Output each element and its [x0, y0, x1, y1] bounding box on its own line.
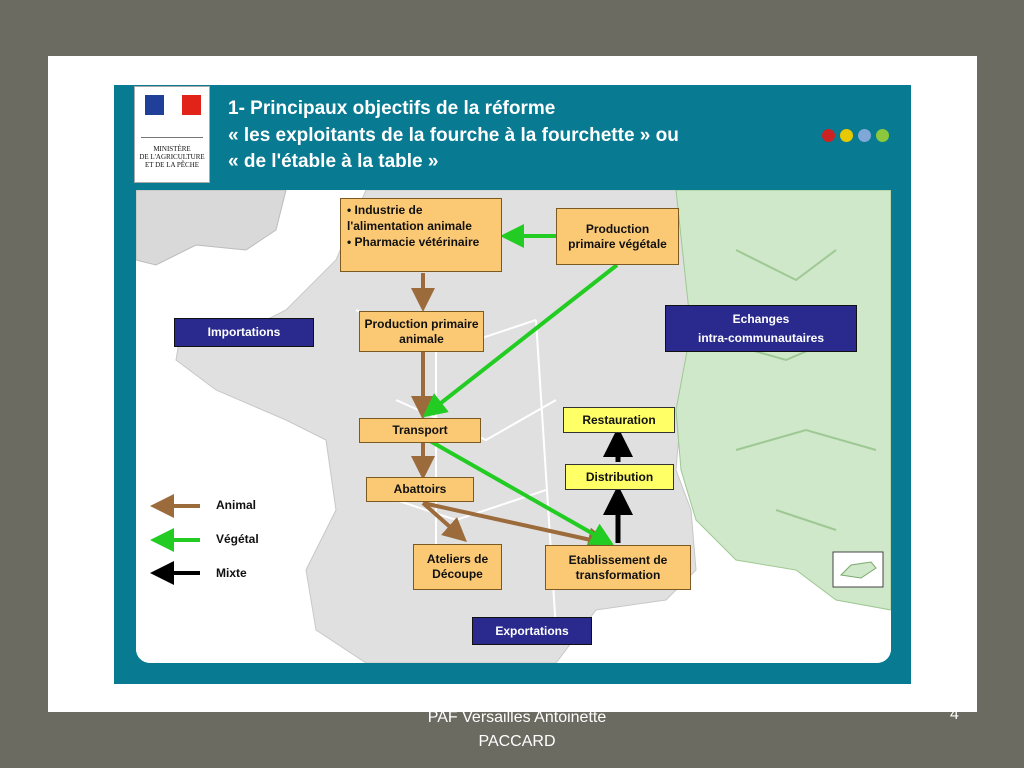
ateliers-box: Ateliers de Découpe	[413, 544, 502, 590]
footer-credit: PAF Versailles Antoinette PACCARD	[427, 709, 607, 750]
etablissement-box: Etablissement de transformation	[545, 545, 691, 590]
transport-box: Transport	[359, 418, 481, 443]
page-number: 4	[950, 706, 959, 723]
production-vegetale-box: Production primaire végétale	[556, 208, 679, 265]
legend-vegetal-label: Végétal	[216, 532, 259, 546]
abattoirs-box: Abattoirs	[366, 477, 474, 502]
importations-box: Importations	[174, 318, 314, 347]
distribution-box: Distribution	[565, 464, 674, 490]
echanges-box: Echanges intra-communautaires	[665, 305, 857, 352]
restauration-box: Restauration	[563, 407, 675, 433]
ministry-name: MINISTÈRE DE L'AGRICULTURE ET DE LA PÊCHE	[139, 145, 205, 169]
slide-title: 1- Principaux objectifs de la réforme « les exploitants de la fourche à la fourchette » ou « de l'étable à la table »	[228, 98, 679, 172]
legend-mixte-label: Mixte	[216, 566, 247, 580]
exportations-box: Exportations	[472, 617, 592, 645]
industrie-box: • Industrie de l'alimentation animale • Pharmacie vétérinaire	[340, 198, 502, 272]
production-animale-box: Production primaire animale	[359, 311, 484, 352]
legend-animal-label: Animal	[216, 498, 257, 512]
